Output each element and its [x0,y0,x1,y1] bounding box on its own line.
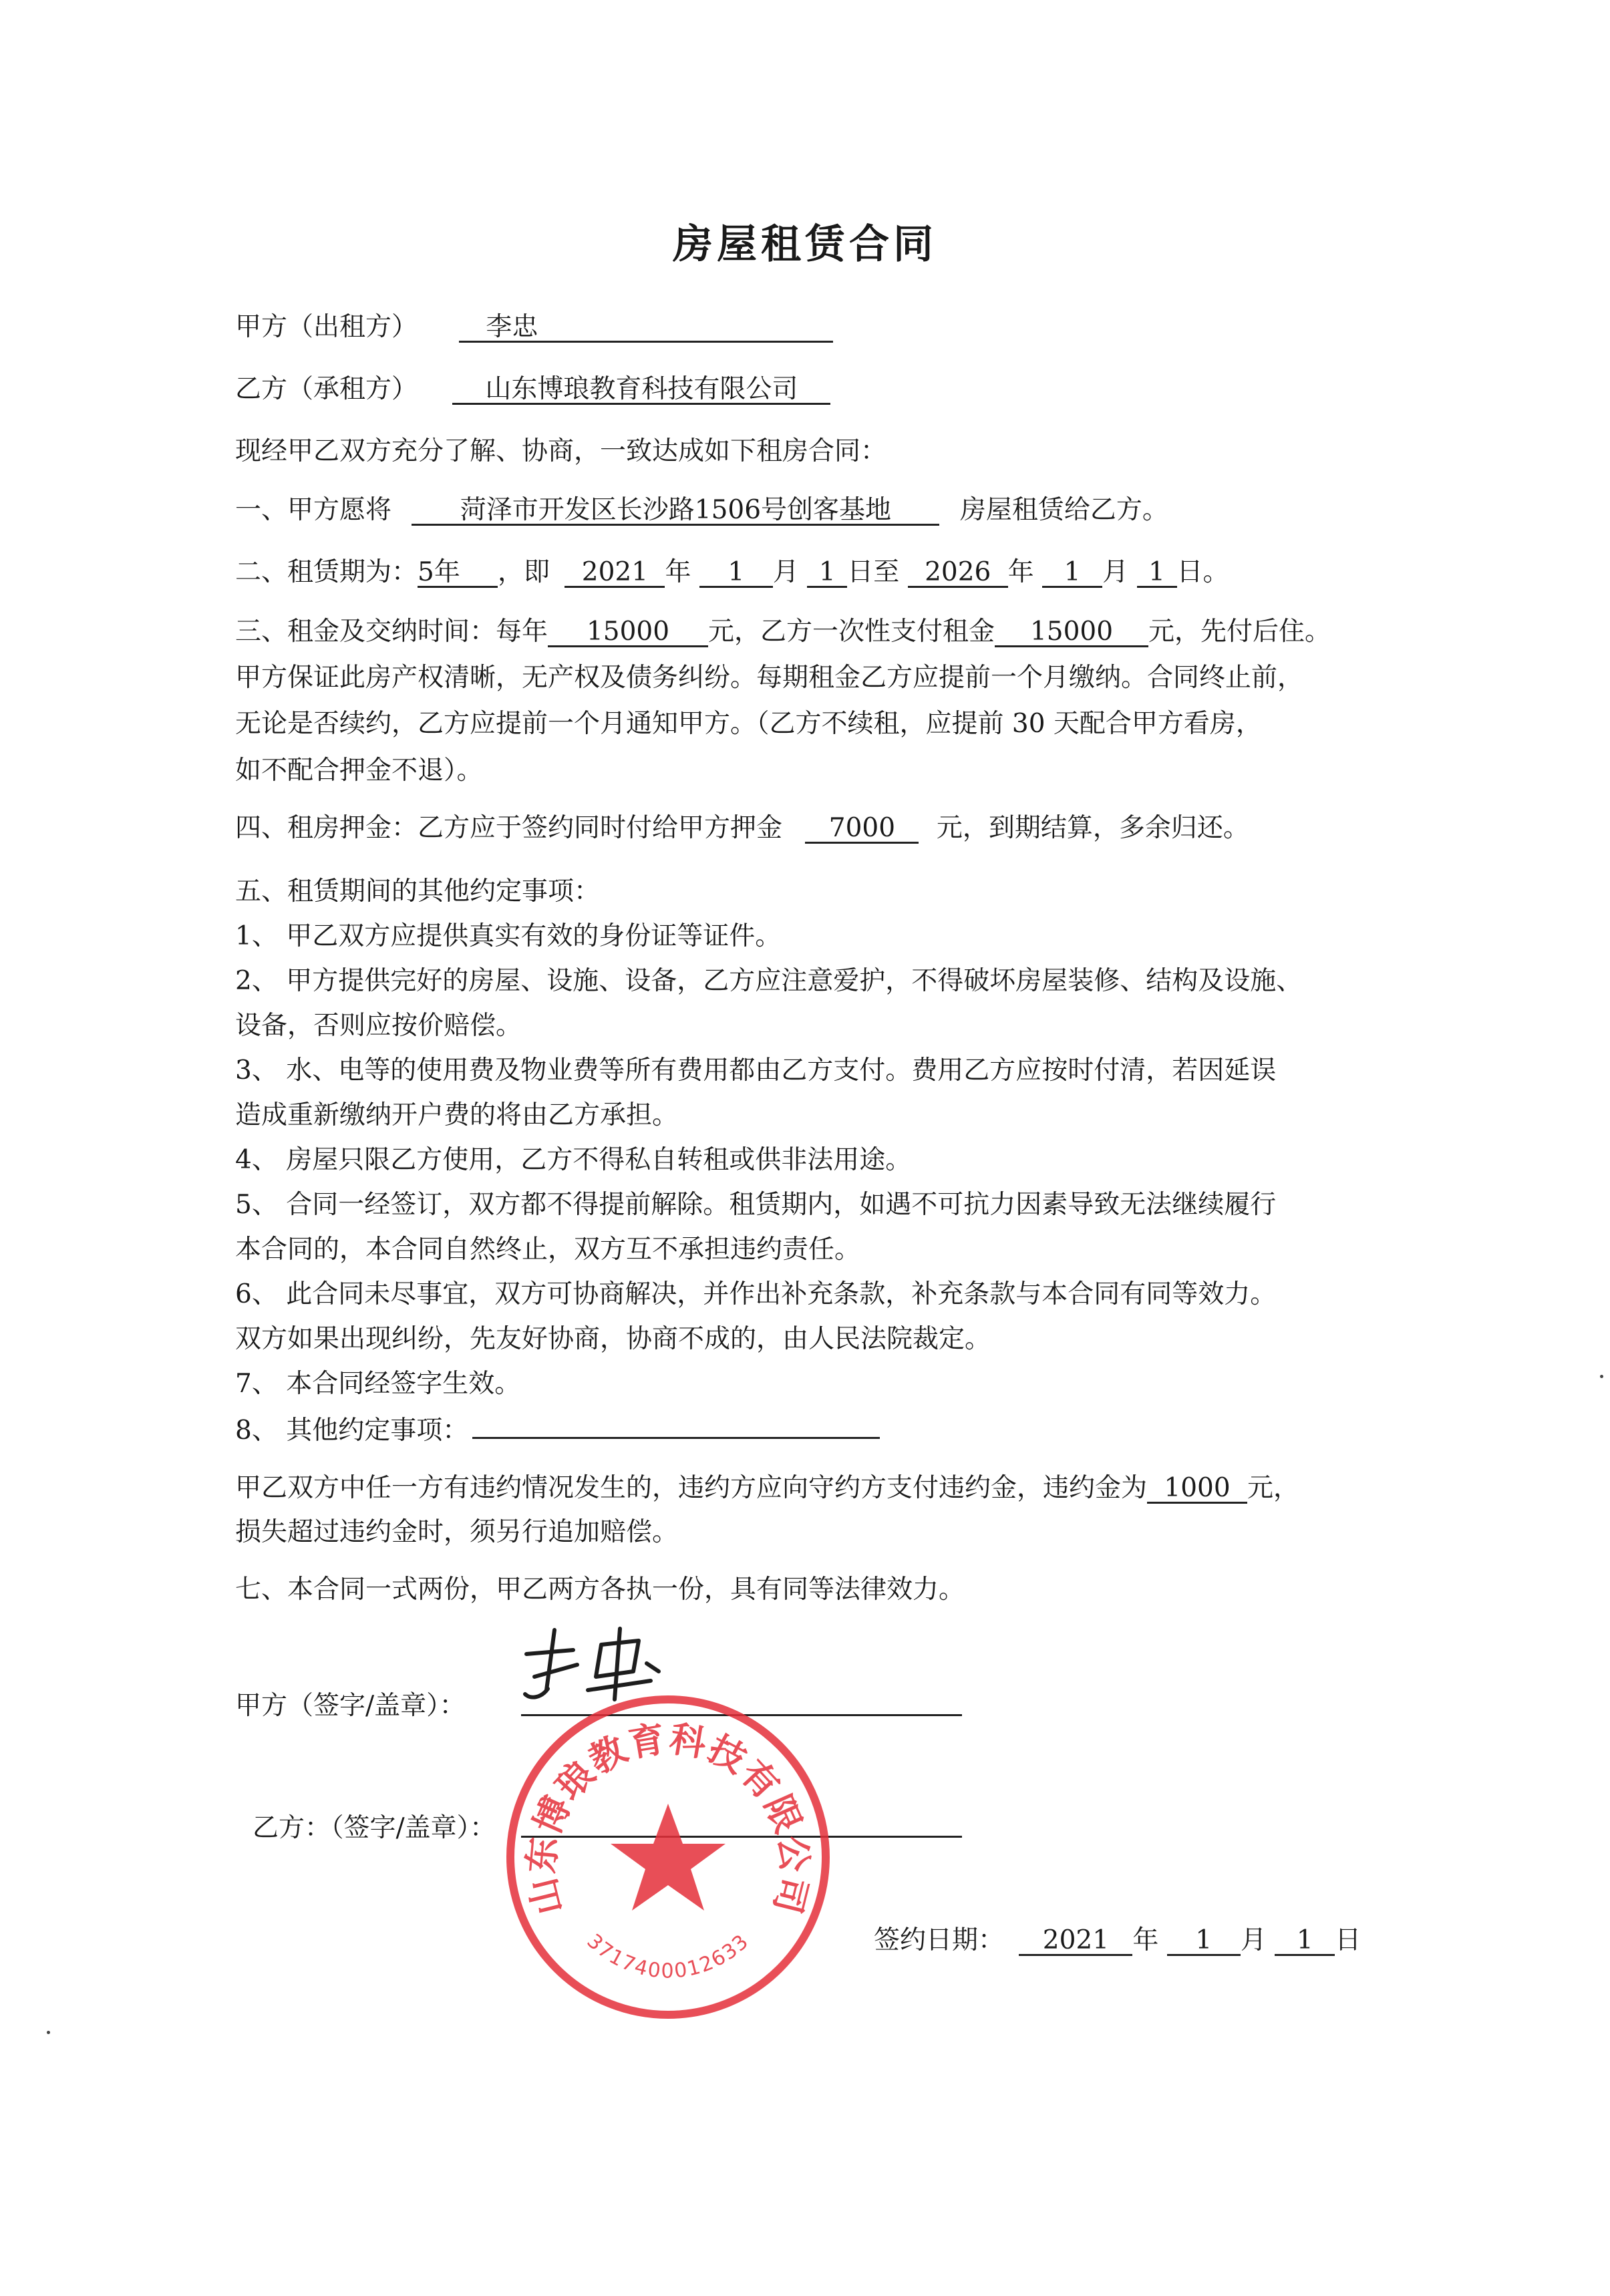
penalty-suffix: 元， [1247,1473,1300,1503]
clause-5-item: 本合同的，本合同自然终止，双方互不承担违约责任。 [235,1235,861,1265]
clause-3-mid: 元，乙方一次性支付租金 [708,617,995,647]
deposit-amount: 7000 [805,815,919,844]
clause-3-suffix: 元，先付后住。 [1148,617,1331,647]
year-label: 年 [1132,1925,1159,1955]
sign-b-label: 乙方：（签字/盖章）： [253,1813,496,1843]
seal-number: 3717400012633 [582,1929,754,1983]
penalty-amount: 1000 [1147,1475,1247,1504]
item-8-label: 8、 其他约定事项： [235,1416,469,1446]
clause-5-item: 6、 此合同未尽事宜，双方可协商解决，并作出补充条款，补充条款与本合同有同等效力。 [235,1279,1277,1309]
date-year: 2021 [1019,1927,1132,1956]
clause-5-item: 2、 甲方提供完好的房屋、设施、设备，乙方应注意爱护，不得破坏房屋装修、结构及设施、 [235,966,1303,996]
party-a-label: 甲方（出租方） [235,312,418,342]
clause-5-item: 双方如果出现纠纷，先友好协商，协商不成的，由人民法院裁定。 [235,1324,991,1354]
clause-5-item: 4、 房屋只限乙方使用，乙方不得私自转租或供非法用途。 [235,1145,912,1175]
month-label: 月 [1102,557,1129,587]
party-a-name: 李忠 [459,314,833,343]
party-b-line [235,373,830,405]
party-a-line [235,311,833,343]
page-title: 房屋租赁合同 [673,221,937,268]
lease-term: 5年 [418,559,498,588]
month-label: 月 [772,557,799,587]
clause-1-suffix: 房屋租赁给乙方。 [959,495,1168,525]
clause-5-item-8 [235,1413,880,1447]
clause-2 [235,556,1229,589]
clause-5-item: 5、 合同一经签订，双方都不得提前解除。租赁期内，如遇不可抗力因素导致无法继续履行 [235,1190,1277,1220]
clause-2-text: ，即 [498,557,550,587]
clause-5-item: 7、 本合同经签字生效。 [235,1369,521,1399]
clause-5-heading: 五、租赁期间的其他约定事项： [235,876,601,907]
start-day: 1 [807,559,847,588]
clause-7: 七、本合同一式两份，甲乙两方各执一份，具有同等法律效力。 [235,1575,965,1605]
clause-5-item: 3、 水、电等的使用费及物业费等所有费用都由乙方支付。费用乙方应按时付清，若因延误 [235,1055,1277,1086]
rental-address: 菏泽市开发区长沙路1506号创客基地 [412,497,939,526]
start-month: 1 [699,559,773,588]
date-day: 1 [1275,1927,1335,1956]
item-8-blank [472,1413,880,1439]
day-label: 日。 [1176,557,1229,587]
clause-4-prefix: 四、租房押金：乙方应于签约同时付给甲方押金 [235,813,783,843]
sign-a-label: 甲方（签字/盖章）： [235,1691,466,1721]
penalty-line-1 [235,1472,1299,1504]
company-seal [494,1683,842,2031]
party-b-label: 乙方（承租方） [235,374,418,404]
start-year: 2021 [565,559,665,588]
end-month: 1 [1042,559,1102,588]
signing-date [874,1925,1361,1957]
clause-3-prefix: 三、租金及交纳时间：每年 [235,617,548,647]
annual-rent: 15000 [548,619,708,647]
clause-4-suffix: 元，到期结算，多余归还。 [936,813,1249,843]
svg-text:3717400012633 [583,1929,754,1983]
scan-speck [1600,1375,1603,1378]
penalty-line-2: 损失超过违约金时，须另行追加赔偿。 [235,1517,679,1547]
clause-1 [235,494,1168,526]
day-label: 日 [1335,1925,1361,1955]
seal-company-text: 山东博琅教育科技有限公司 [520,1717,816,1919]
date-month: 1 [1167,1927,1241,1956]
month-label: 月 [1240,1925,1267,1955]
star-icon [611,1804,726,1911]
date-label: 签约日期： [874,1925,1005,1955]
clause-2-prefix: 二、租赁期为： [235,557,418,587]
clause-3-line-2: 甲方保证此房产权清晰，无产权及债务纠纷。每期租金乙方应提前一个月缴纳。合同终止前， [235,663,1304,693]
clause-1-prefix: 一、甲方愿将 [235,495,392,525]
intro-text: 现经甲乙双方充分了解、协商，一致达成如下租房合同： [235,436,887,466]
clause-3-line-1 [235,616,1331,648]
year-label: 年 [1007,557,1034,587]
clause-3-line-4: 如不配合押金不退）。 [235,756,483,786]
clause-5-item: 造成重新缴纳开户费的将由乙方承担。 [235,1100,679,1130]
end-year: 2026 [908,559,1008,588]
clause-4 [235,812,1249,844]
clause-5-item: 设备，否则应按价赔偿。 [235,1011,522,1041]
end-day: 1 [1137,559,1177,588]
party-b-name: 山东博琅教育科技有限公司 [452,376,830,405]
clause-3-line-3: 无论是否续约，乙方应提前一个月通知甲方。（乙方不续租，应提前 30 天配合甲方看房， [235,709,1262,739]
paid-rent: 15000 [995,619,1148,647]
clause-5-item: 1、 甲乙双方应提供真实有效的身份证等证件。 [235,921,782,951]
penalty-prefix: 甲乙双方中任一方有违约情况发生的，违约方应向守约方支付违约金，违约金为 [235,1473,1148,1503]
day-to-label: 日至 [847,557,900,587]
year-label: 年 [665,557,691,587]
scan-speck [47,2031,50,2034]
